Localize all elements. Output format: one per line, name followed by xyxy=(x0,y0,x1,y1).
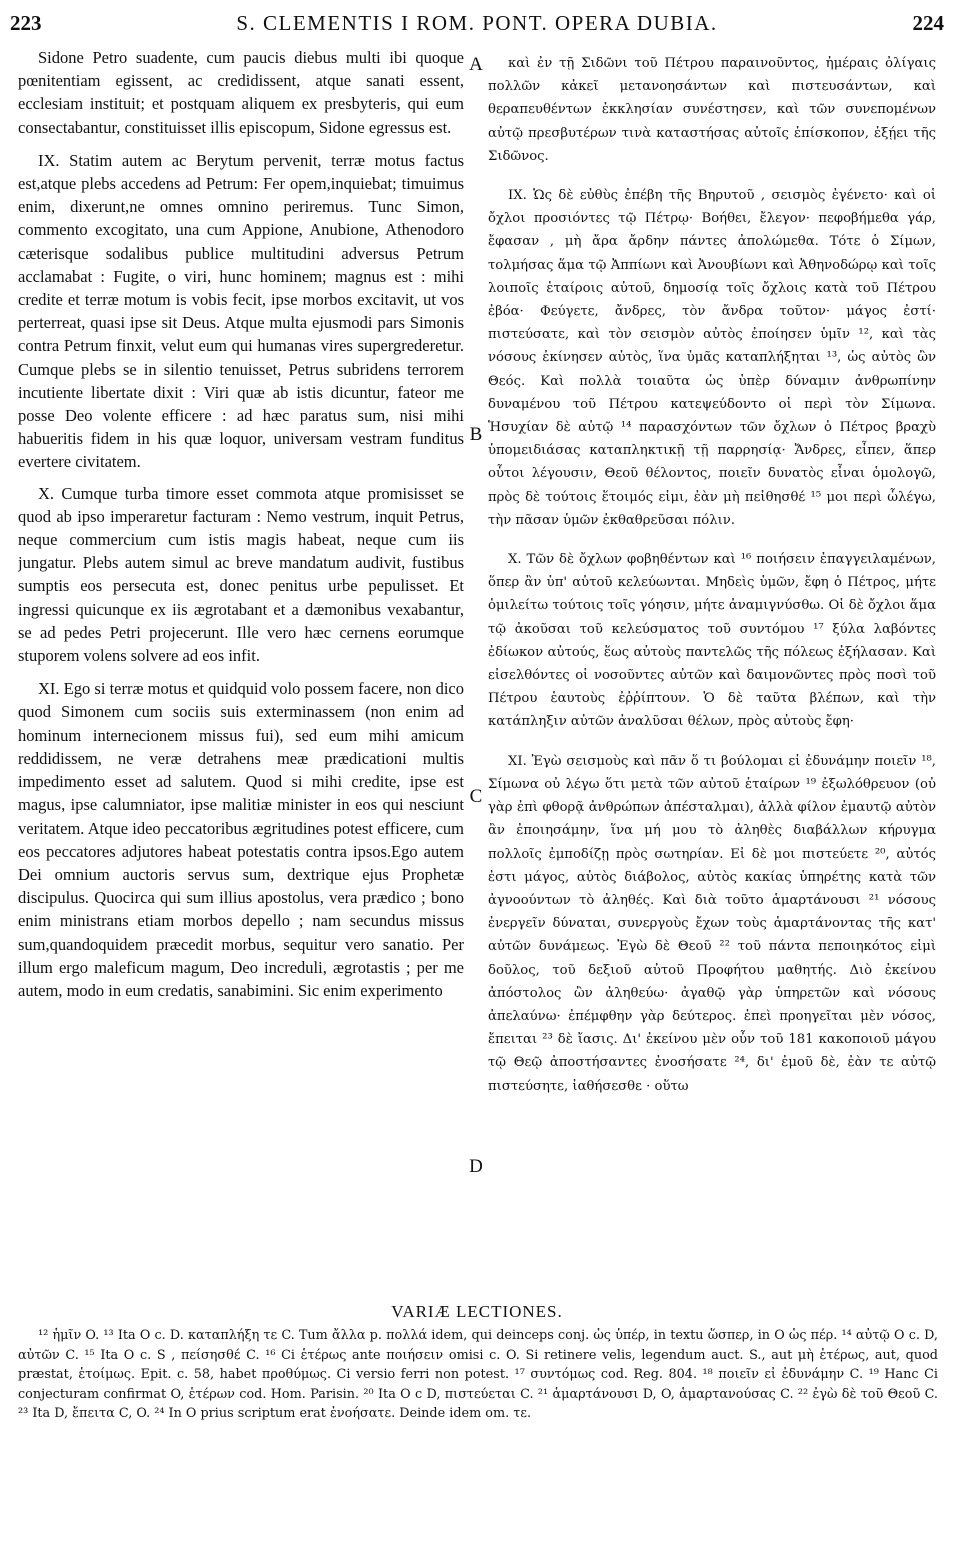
greek-paragraph-viii: καὶ ἐν τῇ Σιδῶνι τοῦ Πέτρου παραινοῦντος, ἡμέραις ὀλίγαις πολλῶν κἀκεῖ μετανοησάντων καὶ πιστευσάντων, καὶ θεραπευθέντων ἐκκλησίαν συνέστησεν, καὶ τῶν συνεπομένων αὐτῷ πρεσβυτέρων τινὰ καταστήσας αὐτοῖς ἐπίσκοπον, ἐξῄει τῆς Σιδῶνος. xyxy=(488,56,936,164)
right-page-number: 224 xyxy=(912,10,944,35)
greek-paragraph-x: X. Τῶν δὲ ὄχλων φοβηθέντων καὶ ¹⁶ ποιήσειν ἐπαγγειλαμένων, ὅπερ ἂν ὑπ' αὐτοῦ κελεύωνται. Μηδεὶς ὑμῶν, ἔφη ὁ Πέτρος, μήτε ὁμιλείτω τούτοις τοῖς γόησιν, μήτε ἀναμιγνύσθω. Οἱ δὲ ὄχλοι ἅμα τῷ ἀκοῦσαι τοῦ κελεύσματος τοῦ συντόμου ¹⁷ ξύλα λαβόντες ἐδίωκον αὐτούς, ἕως αὐτοὺς παντελῶς τῆς πόλεως ἐξήλασαν. Καὶ εἰσελθόντες οἱ νοσοῦντες αὐτῶν καὶ δαιμονῶντες πρὸς ποσὶ τοῦ Πέτρου ἑαυτοὺς ἐῤῥίπτουν. Ὁ δὲ ταῦτα βλέπων, καὶ τὴν κατάπληξιν αὐτῶν ἀναλῦσαι θέλων, πρὸς αὐτοὺς ἔφη· xyxy=(488,552,936,730)
page-header xyxy=(10,8,944,38)
greek-column xyxy=(488,52,936,1098)
running-title: S. CLEMENTIS I ROM. PONT. OPERA DUBIA. xyxy=(236,10,718,35)
latin-paragraph-xi: XI. Ego si terræ motus et quidquid volo possem facere, non dico quod Simonem cum sociis suis exterminassem (non enim ad hominum internecionem missus fui), sed eum mihi amicum reddidissem, ne veræ detrahens meæ prædicationi multis impedimento esset ad salutem. Quod si mihi credite, ipse est magus, ipse calumniator, ipse malitiæ minister in eos qui nesciunt veritatem. Atque ideo peccatoribus ægritudines potest efficere, cum eos peccatores adjutores habeat potestatis contra ipsos.Ego autem Dei omnium auctoris servus sum, dextrique ejus Prophetæ discipulus. Quocirca qui sum illius apostolus, vera prædico ; bono enim ministrans etiam morbos depello ; nam secundus missus sum,quandoquidem præcedit morbus, sequitur vero sanatio. Per illum ergo maleficum magum, Deo increduli, ægrotastis ; per me autem, modo in eum credatis, sanabimini. Sic enim experimento xyxy=(18,679,464,1000)
margin-letter-d: D xyxy=(469,1156,483,1177)
greek-paragraph-ix: IX. Ὡς δὲ εὐθὺς ἐπέβη τῆς Βηρυτοῦ , σεισμὸς ἐγένετο· καὶ οἱ ὄχλοι προσιόντες τῷ Πέτρῳ· Βοήθει, ἔλεγον· πεφοβήμεθα γάρ, ἔφασαν , μὴ ἄρα ἄρδην πάντες ἀπολώμεθα. Τότε ὁ Σίμων, τολμήσας ἅμα τῷ Ἀππίωνι καὶ Ἀνουβίωνι καὶ Ἀθηνοδώρῳ καὶ τοῖς λοιποῖς ἑταίροις αὐτοῦ, δημοσίᾳ τοῖς ὄχλοις κατὰ τοῦ Πέτρου ἐβόα· Φεύγετε, ἄνδρες, τὸν ἄνδρα τοῦτον· μάγος ἐστί· πιστεύσατε, καὶ τὸν σεισμὸν αὐτὸς ἐποίησεν ὑμῖν ¹², καὶ τὰς νόσους ἐκίνησεν αὐτὸς, ἵνα ὑμᾶς καταπλήξηται ¹³, ὡς αὐτὸς ὢν Θεός. Καὶ πολλὰ τοιαῦτα ὡς ὑπὲρ δύναμιν ἀνθρωπίνην δυναμένου τοῦ Πέτρου κατεψεύδοντο οἱ περὶ τὸν Σίμωνα. Ἡσυχίαν δὲ αὐτῷ ¹⁴ παρασχόντων τῶν ὄχλων ὁ Πέτρος βραχὺ ὑπομειδιάσας καταπληκτικῇ τῇ παρρησίᾳ· Ἄνδρες, εἶπεν, ἅπερ οὗτοι λέγουσιν, Θεοῦ θέλοντος, ποιεῖν δυνατὸς εἶναι ὁμολογῶ, πρὸς δὲ τούτοις ἕτοιμός εἰμι, ἐὰν μὴ πεἰθησθέ ¹⁵ μοι περὶ ὧλέγω, τὴν πᾶσαν ὑμῶν ἐκθαθρεῦσαι πόλιν. xyxy=(488,188,936,528)
latin-paragraph-x: X. Cumque turba timore esset commota atque promisisset se quod ab ipso imperaretur facturam : Nemo vestrum, inquit Petrus, neque commercium cum istis magis habeat, neque cum iis jungatur. Plebs autem simul ac breve mandatum audivit, fustibus sumptis eos persecuta est, donec penitus urbe pepulisset. Et ingressi quicunque ex iis ægrotabant et a dæmonibus vexabantur, se ad pedes Petri projecerunt. Ille vero hæc cernens eorumque stuporem volens solvere ad eos infit. xyxy=(18,483,464,666)
latin-paragraph-viii: Sidone Petro suadente, cum paucis diebus multi ibi quoque pœnitentiam egissent, ac credidissent, atque sanati essent, ecclesiam instituit; et postquam aliquem ex presbyteris, qui eum consectabantur, constituisset illis episcopum, Sidone egressus est. xyxy=(18,48,464,137)
variae-lectiones-notes: ¹² ἡμῖν O. ¹³ Ita O c. D. καταπλήξη τε C. Tum ἄλλα p. πολλά idem, qui deinceps conj. ὡς ὑπέρ, in textu ὥσπερ, in O ὡς πέρ. ¹⁴ αὐτῷ O c. D, αὐτῶν C. ¹⁵ Ita O c. S , πείσησθέ C. ¹⁶ Ci ἑτέρως ante ποιήσειν omisi c. O. Si retinere velis, legendum auct. S., aut μὴ ἑτέρως, aut, quod præstat, ἑτοίμως. Epit. c. 58, habet προθύμως. Ci versio ferri non potest. ¹⁷ συντόμως cod. Reg. 804. ¹⁸ ποιεῖν εἰ ἐδυνάμην C. ¹⁹ Hanc Ci conjecturam confirmat O, ἑτέρων cod. Hom. Parisin. ²⁰ Ita O c D, πιστεύεται C. ²¹ ἁμαρτάνουσι D, O, ἁμαρτανούσας C. ²² ἐγὼ δὲ τοῦ Θεοῦ C. ²³ Ita D, ἔπειτα C, O. ²⁴ In O prius scriptum erat ἐνοήσατε. Deinde idem om. τε. xyxy=(18,1328,938,1422)
variae-lectiones-heading: VARIÆ LECTIONES. xyxy=(391,1302,563,1321)
margin-letter-b: B xyxy=(469,424,483,445)
latin-paragraph-ix: IX. Statim autem ac Berytum pervenit, terræ motus factus est,atque plebs accedens ad Petrum: Fer opem,inquiebat; timuimus enim, dixerunt,ne omnes omnino periremus. Tunc Simon, commento excogitato, una cum Appione, Anubione, Athenodoro cæterisque sodalibus publice multitudini adversus Petrum acclamabat : Fugite, o viri, hunc hominem; magnus est : mihi credite et terræ motum is vobis fecit, ipse morbos excitavit, ut vos perterreat, quasi ipse sit Deus. Atque multa ejusmodi pars Simonis contra Petrum finxit, velut eum qui humanas vires supergrederetur. Cumque plebs se in silentio tenuisset, Petrus subridens terrorem incutiente libertate dixit : Viri quæ ab istis dicuntur, fateor me posse Deo volente efficere : ad hæc paratus sum, nisi mihi habueritis fidem in his quæ loquor, universam vestram funditus evertere civitatem. xyxy=(18,150,464,472)
latin-column xyxy=(18,46,464,1002)
left-page-number: 223 xyxy=(10,10,42,35)
margin-letter-a: A xyxy=(469,54,483,75)
margin-letter-c: C xyxy=(469,786,483,807)
greek-paragraph-xi: XI. Ἐγὼ σεισμοὺς καὶ πᾶν ὅ τι βούλομαι εἰ ἐδυνάμην ποιεῖν ¹⁸, Σίμωνα οὐ λέγω ὅτι μετὰ τῶν αὐτοῦ ἑταίρων ¹⁹ ἐξωλόθρευον (οὐ γὰρ ἐπὶ φθορᾷ ἀνθρώπων ἀπέσταλμαι), ἀλλὰ φίλον ἐμαυτῷ αὐτὸν ἂν ἐποιησάμην, ἵνα μή μου τὸ ἀληθὲς διαβάλλων κήρυγμα πολλοῖς ἐμποδίζῃ πρὸς σωτηρίαν. Εἰ δὲ μοι πιστεύετε ²⁰, αὐτός ἐστι μάγος, αὐτὸς διάβολος, αὐτὸς κακίας ὑπηρέτης κατὰ τῶν ἀγνοούντων τὸ ἀληθές. Καὶ διὰ τοῦτο ἁμαρτάνουσι ²¹ νόσους ἐνεργεῖν δύναται, συνεργοὺς ἔχων τοὺς ἁμαρτάνοντας τῆς κατ' αὐτῶν δυνάμεως. Ἐγὼ δὲ Θεοῦ ²² τοῦ πάντα πεποιηκότος εἰμὶ δοῦλος, τοῦ δεξιοῦ αὐτοῦ Προφήτου μαθητής. Διὸ ἐκείνου ἀπόστολος ὢν ἀληθεύω· ἀγαθῷ γὰρ ὑπηρετῶν καὶ νόσους ἀπελαύνω· ἐπέμφθην γὰρ δεύτερος. ἐπεὶ προηγεῖται μὲν νόσος, ἔπειται ²³ δὲ ἴασις. Δι' ἐκείνου μὲν οὖν τοῦ 181 κακοποιοῦ μάγου τῷ Θεῷ ἀποστήσαντες ἐνοσήσατε ²⁴, δι' ἐμοῦ δὲ, ἐὰν τε αὐτῷ πιστεύσητε, ἰαθήσεσθε · οὕτω xyxy=(488,753,936,1094)
